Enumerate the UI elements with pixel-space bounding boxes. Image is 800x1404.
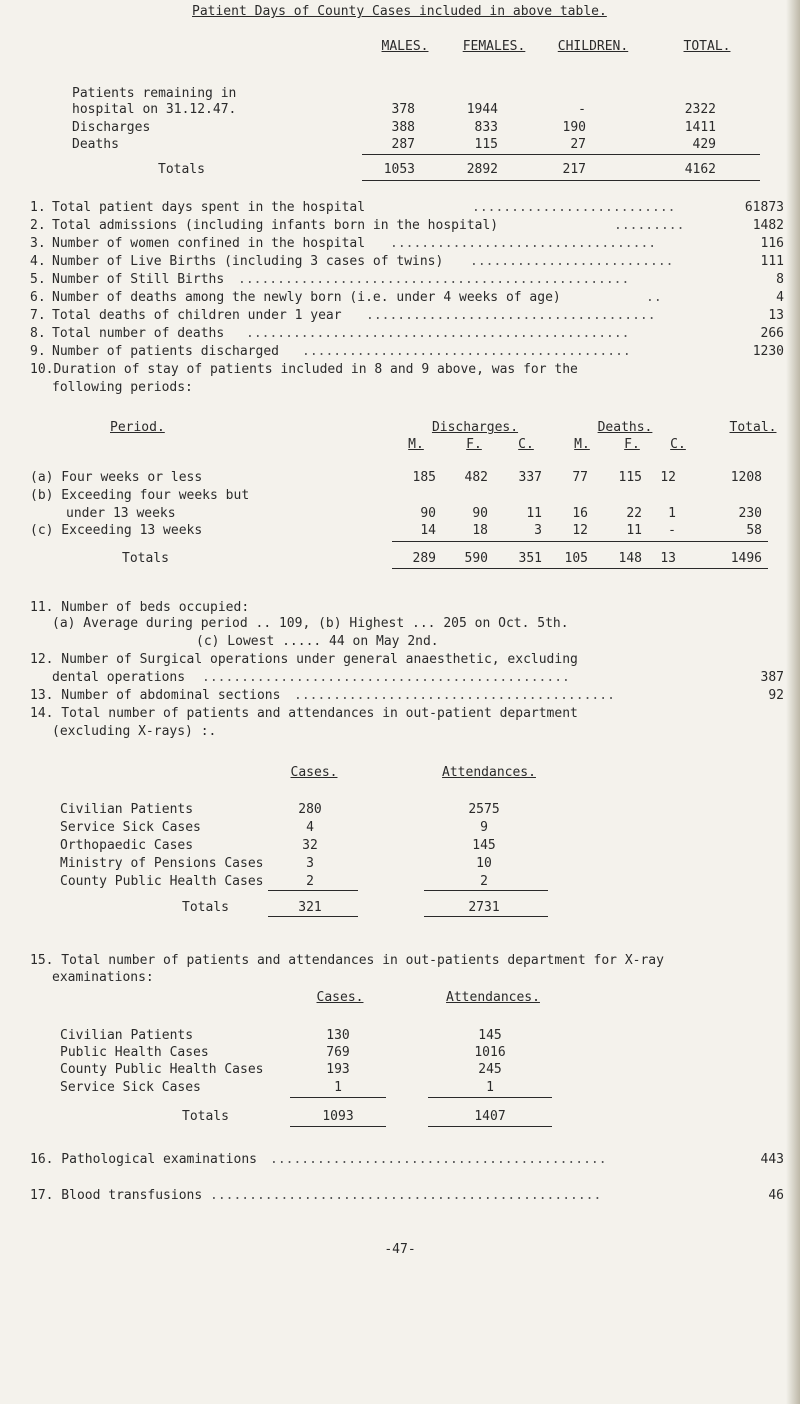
cell: 429 — [692, 137, 716, 152]
cell: 2 — [306, 874, 314, 889]
col-header-deaths: Deaths. — [597, 420, 653, 435]
cell: 90 — [420, 506, 436, 521]
cell: 58 — [746, 523, 762, 538]
cell: 190 — [562, 120, 586, 135]
table-rule — [428, 1097, 552, 1098]
table-rule — [268, 916, 358, 917]
item-12-text: 12. Number of Surgical operations under general anaesthetic, excluding — [30, 652, 578, 667]
row-label: Service Sick Cases — [60, 1080, 201, 1095]
leader-dots: ..................................... — [366, 308, 656, 323]
leader-dots: ................................................. — [246, 326, 630, 341]
list-item-value: 116 — [760, 236, 784, 251]
cell: 1093 — [322, 1109, 354, 1124]
cell: 1496 — [730, 551, 762, 566]
cell: 833 — [474, 120, 498, 135]
list-item-value: 61873 — [744, 200, 784, 215]
table-rule — [424, 890, 548, 891]
cell: 2322 — [684, 102, 716, 117]
row-label: Patients remaining in — [72, 86, 237, 101]
leader-dots: ........................................... — [270, 1152, 607, 1167]
row-label: County Public Health Cases — [60, 874, 264, 889]
cell: 1407 — [474, 1109, 506, 1124]
col-header-total: TOTAL. — [683, 39, 731, 54]
cell: 185 — [412, 470, 436, 485]
leader-dots: .................................. — [390, 236, 657, 251]
cell: 2 — [480, 874, 488, 889]
table-rule — [424, 916, 548, 917]
cell: 2575 — [468, 802, 500, 817]
item-10-text: following periods: — [52, 380, 193, 395]
sub-header: C. — [670, 437, 686, 452]
row-label: Service Sick Cases — [60, 820, 201, 835]
item-17-text: 17. Blood transfusions — [30, 1188, 203, 1203]
table-rule — [362, 154, 760, 155]
item-17-value: 46 — [768, 1188, 784, 1203]
row-label: (c) Exceeding 13 weeks — [30, 523, 203, 538]
list-item-text: Number of Still Births — [52, 272, 225, 287]
cell: 22 — [626, 506, 642, 521]
list-item-value: 266 — [760, 326, 784, 341]
cell: 230 — [738, 506, 762, 521]
cell: 145 — [472, 838, 496, 853]
leader-dots: .................................................. — [210, 1188, 602, 1203]
item-12-value: 387 — [760, 670, 784, 685]
col-header-attendances: Attendances. — [446, 990, 540, 1005]
cell: 148 — [618, 551, 642, 566]
list-item-value: 4 — [776, 290, 784, 305]
cell: 217 — [562, 162, 586, 177]
row-label: Deaths — [72, 137, 119, 152]
cell: 1208 — [730, 470, 762, 485]
col-header-discharges: Discharges. — [431, 420, 519, 435]
col-header-period: Period. — [110, 420, 165, 435]
cell: 130 — [326, 1028, 350, 1043]
col-header-cases: Cases. — [316, 990, 364, 1005]
cell: 1016 — [474, 1045, 506, 1060]
list-item-text: Total admissions (including infants born in the hospital) — [52, 218, 499, 233]
cell: 14 — [420, 523, 436, 538]
row-label: Public Health Cases — [60, 1045, 209, 1060]
cell: 11 — [626, 523, 642, 538]
table-rule — [290, 1097, 386, 1098]
col-header-females: FEMALES. — [462, 39, 526, 54]
list-item-value: 111 — [760, 254, 784, 269]
col-header-cases: Cases. — [290, 765, 338, 780]
cell: 12 — [572, 523, 588, 538]
sub-header: C. — [518, 437, 534, 452]
cell: 90 — [472, 506, 488, 521]
list-item-number: 6. — [30, 290, 46, 305]
cell: 245 — [478, 1062, 502, 1077]
cell: 16 — [572, 506, 588, 521]
totals-label: Totals — [182, 1109, 229, 1124]
list-item-number: 1. — [30, 200, 46, 215]
list-item-text: Total patient days spent in the hospital — [52, 200, 366, 215]
sub-header: M. — [574, 437, 590, 452]
totals-label: Totals — [158, 162, 205, 177]
cell: 115 — [618, 470, 642, 485]
page-edge-shadow — [786, 0, 800, 1404]
list-item-number: 4. — [30, 254, 46, 269]
cell: 1944 — [466, 102, 498, 117]
cell: - — [668, 523, 676, 538]
leader-dots: .......................................... — [302, 344, 631, 359]
cell: 1053 — [383, 162, 415, 177]
cell: - — [578, 102, 586, 117]
row-label: Civilian Patients — [60, 1028, 194, 1043]
cell: 1411 — [684, 120, 716, 135]
list-item-text: Number of Live Births (including 3 cases of twins) — [52, 254, 444, 269]
cell: 4162 — [684, 162, 716, 177]
cell: 388 — [391, 120, 415, 135]
sub-header: F. — [466, 437, 482, 452]
leader-dots: .......................... — [470, 254, 674, 269]
row-label: hospital on 31.12.47. — [72, 102, 237, 117]
cell: 337 — [518, 470, 542, 485]
table-rule — [392, 541, 768, 542]
list-item-number: 3. — [30, 236, 46, 251]
page-number: -47- — [384, 1242, 416, 1257]
table-rule — [268, 890, 358, 891]
cell: 18 — [472, 523, 488, 538]
col-header-males: MALES. — [381, 39, 429, 54]
cell: 10 — [476, 856, 492, 871]
cell: 321 — [298, 900, 322, 915]
cell: 2892 — [466, 162, 498, 177]
list-item-value: 1482 — [752, 218, 784, 233]
list-item-value: 8 — [776, 272, 784, 287]
cell: 11 — [526, 506, 542, 521]
cell: 378 — [391, 102, 415, 117]
cell: 769 — [326, 1045, 350, 1060]
item-16-value: 443 — [760, 1152, 784, 1167]
item-16-text: 16. Pathological examinations — [30, 1152, 257, 1167]
item-12-text: dental operations — [52, 670, 186, 685]
item-13-value: 92 — [768, 688, 784, 703]
leader-dots: .......................... — [472, 200, 676, 215]
cell: 105 — [564, 551, 588, 566]
leader-dots: .................................................. — [238, 272, 630, 287]
list-item-text: Number of women confined in the hospital — [52, 236, 366, 251]
leader-dots: ......................................... — [294, 688, 615, 703]
row-label: Ministry of Pensions Cases — [60, 856, 264, 871]
cell: 145 — [478, 1028, 502, 1043]
cell: 289 — [412, 551, 436, 566]
cell: 4 — [306, 820, 314, 835]
item-14-text: (excluding X-rays) :. — [52, 724, 217, 739]
cell: 32 — [302, 838, 318, 853]
page-heading: Patient Days of County Cases included in above table. — [192, 4, 607, 19]
list-item-text: Number of deaths among the newly born (i.e. under 4 weeks of age) — [52, 290, 561, 305]
list-item-number: 5. — [30, 272, 46, 287]
cell: 27 — [570, 137, 586, 152]
item-14-text: 14. Total number of patients and attendances in out-patient department — [30, 706, 578, 721]
row-label: County Public Health Cases — [60, 1062, 264, 1077]
cell: 351 — [518, 551, 542, 566]
list-item-number: 8. — [30, 326, 46, 341]
item-11-text: 11. Number of beds occupied: — [30, 600, 250, 615]
table-rule — [392, 568, 768, 569]
totals-label: Totals — [182, 900, 229, 915]
row-label: under 13 weeks — [66, 506, 176, 521]
list-item-value: 1230 — [752, 344, 784, 359]
table-rule — [428, 1126, 552, 1127]
table-rule — [290, 1126, 386, 1127]
item-15-text: 15. Total number of patients and attendances in out-patients department for X-ray — [30, 953, 664, 968]
table-rule — [362, 180, 760, 181]
list-item-text: Total number of deaths — [52, 326, 225, 341]
cell: 115 — [474, 137, 498, 152]
item-10-text: 10.Duration of stay of patients included in 8 and 9 above, was for the — [30, 362, 578, 377]
item-11-text: (c) Lowest ..... 44 on May 2nd. — [196, 634, 439, 649]
item-11-text: (a) Average during period .. 109, (b) Highest ... 205 on Oct. 5th. — [52, 616, 569, 631]
cell: 280 — [298, 802, 322, 817]
cell: 2731 — [468, 900, 500, 915]
leader-dots: ............................................... — [202, 670, 570, 685]
leader-dots: ......... — [614, 218, 685, 233]
cell: 1 — [486, 1080, 494, 1095]
cell: 1 — [668, 506, 676, 521]
list-item-number: 9. — [30, 344, 46, 359]
cell: 77 — [572, 470, 588, 485]
list-item-text: Total deaths of children under 1 year — [52, 308, 342, 323]
row-label: Discharges — [72, 120, 151, 135]
sub-header: F. — [624, 437, 640, 452]
row-label: Orthopaedic Cases — [60, 838, 194, 853]
cell: 9 — [480, 820, 488, 835]
list-item-value: 13 — [768, 308, 784, 323]
row-label: (b) Exceeding four weeks but — [30, 488, 250, 503]
cell: 13 — [660, 551, 676, 566]
list-item-number: 2. — [30, 218, 46, 233]
list-item-number: 7. — [30, 308, 46, 323]
cell: 1 — [334, 1080, 342, 1095]
totals-label: Totals — [122, 551, 169, 566]
cell: 3 — [306, 856, 314, 871]
list-item-text: Number of patients discharged — [52, 344, 279, 359]
sub-header: M. — [408, 437, 424, 452]
col-header-attendances: Attendances. — [442, 765, 536, 780]
cell: 482 — [464, 470, 488, 485]
row-label: (a) Four weeks or less — [30, 470, 203, 485]
col-header-children: CHILDREN. — [557, 39, 629, 54]
cell: 12 — [660, 470, 676, 485]
row-label: Civilian Patients — [60, 802, 194, 817]
cell: 193 — [326, 1062, 350, 1077]
col-header-total: Total. — [729, 420, 777, 435]
cell: 3 — [534, 523, 542, 538]
item-13-text: 13. Number of abdominal sections — [30, 688, 281, 703]
cell: 287 — [391, 137, 415, 152]
cell: 590 — [464, 551, 488, 566]
item-15-text: examinations: — [52, 970, 154, 985]
leader-dots: .. — [646, 290, 662, 305]
